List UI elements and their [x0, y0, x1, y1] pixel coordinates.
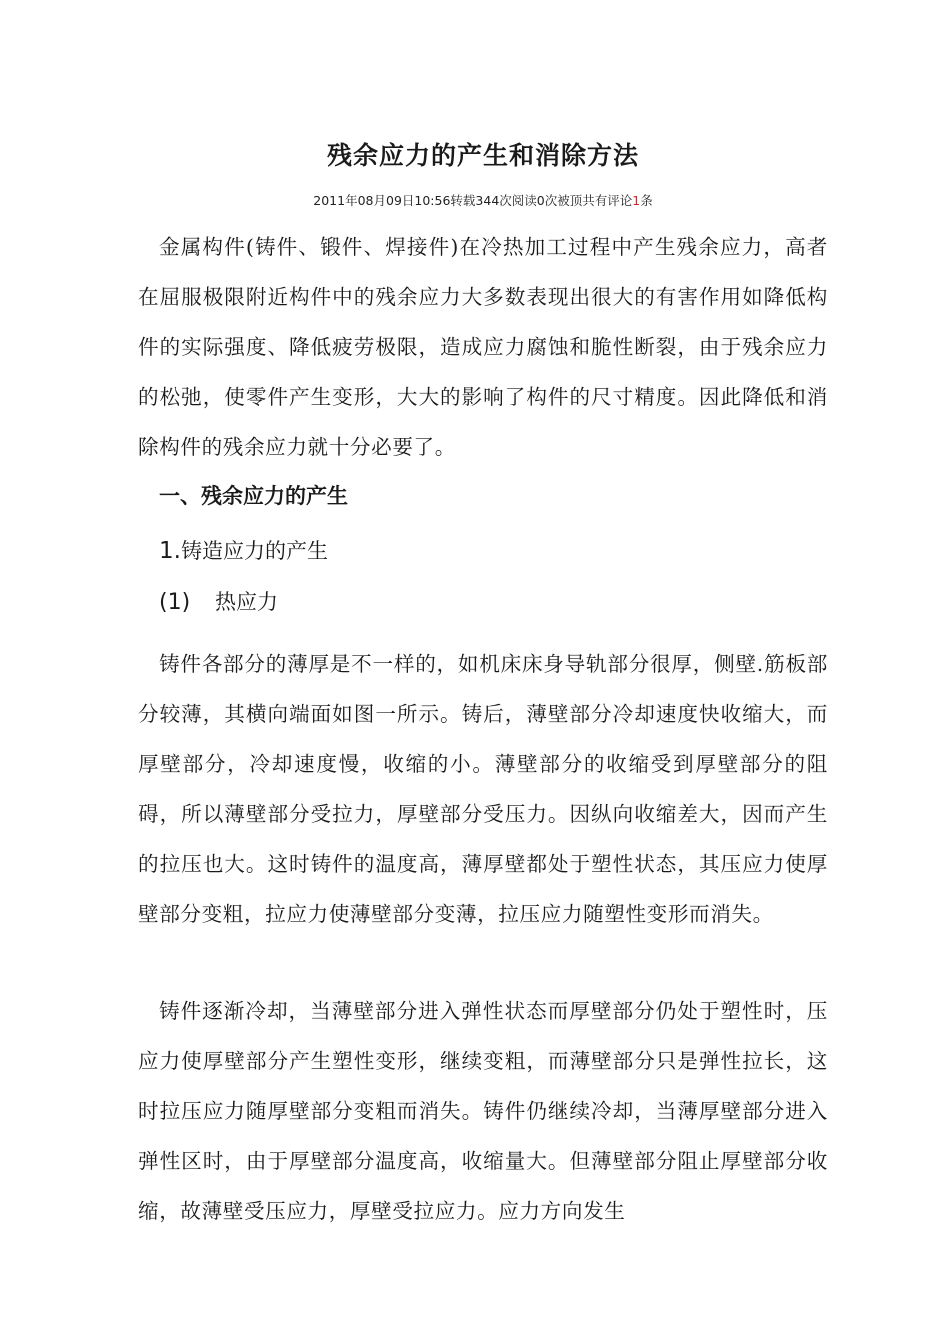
section-heading: 一、残余应力的产生 [159, 484, 348, 508]
body-paragraph-2: 铸件逐渐冷却，当薄壁部分进入弹性状态而厚壁部分仍处于塑性时，压应力使厚壁部分产生塑性变形，继续变粗，而薄壁部分只是弹性拉长，这时拉压应力随厚壁部分变粗而消失。铸件仍继续冷却，当薄厚壁部分进入弹性区时，由于厚壁部分温度高，收缩量大。但薄壁部分阻止厚壁部分收缩，故薄壁受压应力，厚壁受拉应力。应力方向发生 [138, 999, 828, 1223]
intro-paragraph: 金属构件(铸件、锻件、焊接件)在冷热加工过程中产生残余应力，高者在屈服极限附近构件中的残余应力大多数表现出很大的有害作用如降低构件的实际强度、降低疲劳极限，造成应力腐蚀和脆性断裂，由于残余应力的松弛，使零件产生变形，大大的影响了构件的尺寸精度。因此降低和消除构件的残余应力就十分必要了。 [138, 235, 828, 459]
item-heading [159, 582, 278, 623]
item-number: (1) [159, 590, 191, 615]
subsection-number: 1. [159, 538, 181, 564]
body-paragraph-1: 铸件各部分的薄厚是不一样的，如机床床身导轨部分很厚，侧壁.筋板部分较薄，其横向端面如图一所示。铸后，薄壁部分冷却速度快收缩大，而厚壁部分，冷却速度慢，收缩的小。薄壁部分的收缩受到厚壁部分的阻碍，所以薄壁部分受拉力，厚壁部分受压力。因纵向收缩差大，因而产生的拉压也大。这时铸件的温度高，薄厚壁都处于塑性状态，其压应力使厚壁部分变粗，拉应力使薄壁部分变薄，拉压应力随塑性变形而消失。 [138, 652, 828, 926]
post-meta-info: 2011年08月09日10:56转载344次阅读0次被顶共有评论 [313, 193, 633, 208]
item-label: 热应力 [215, 590, 278, 614]
page-title: 残余应力的产生和消除方法 [326, 141, 639, 170]
comment-count[interactable]: 1 [632, 193, 641, 208]
post-meta [138, 191, 828, 211]
subsection-label: 铸造应力的产生 [180, 539, 328, 563]
subsection-heading [159, 531, 328, 571]
post-meta-suffix: 条 [640, 193, 653, 208]
